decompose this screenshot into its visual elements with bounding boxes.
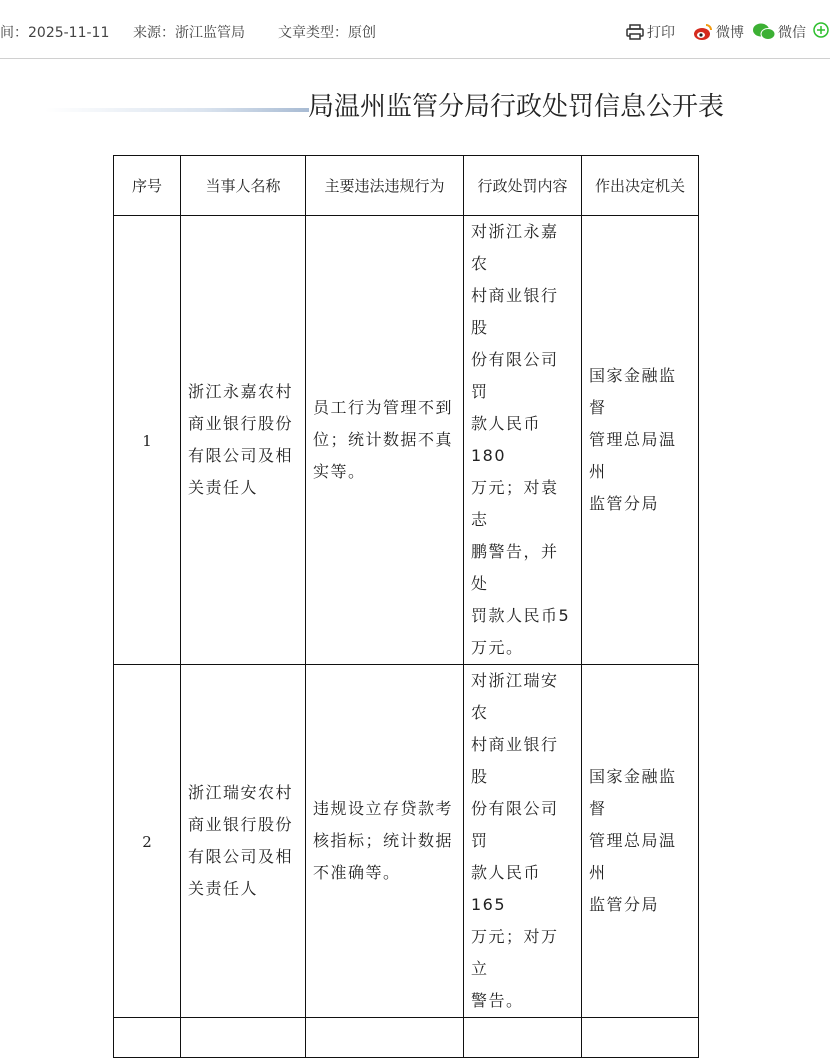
party-name-line: 有限公司及相 [188,847,294,866]
wechat-icon [753,23,775,41]
source: 来源：浙江监管局 [133,25,245,41]
penalty-content-line: 万元；对万立 [471,927,559,978]
violation-line: 违规设立存贷款考 [313,799,454,818]
plus-circle-icon [813,22,829,38]
header-no: 序号 [114,156,181,216]
party-name-cell [181,376,305,504]
penalty-content-line: 份有限公司罚 [471,350,559,401]
header-authority: 作出决定机关 [582,156,699,216]
more-share-button[interactable] [813,22,829,38]
print-label: 打印 [647,25,675,41]
table-row [114,216,699,665]
authority-cell [582,761,698,921]
weibo-icon [693,23,713,41]
article-meta-bar [0,0,830,59]
penalty-content-line: 罚款人民币5 [471,606,571,625]
authority-line: 国家金融监督 [589,366,677,417]
violation-line: 实等。 [313,462,366,481]
penalty-content-line: 份有限公司罚 [471,799,559,850]
penalty-content-cell [464,216,581,664]
party-name-cell [181,777,305,905]
authority-line: 管理总局温州 [589,430,677,481]
header-party: 当事人名称 [181,156,306,216]
header-penalty: 行政处罚内容 [464,156,582,216]
weibo-share-button[interactable] [693,22,744,42]
violation-line: 员工行为管理不到 [313,398,454,417]
penalty-table [113,155,699,1058]
party-name-line: 关责任人 [188,478,259,497]
print-button[interactable] [626,22,675,42]
violation-line: 不准确等。 [313,863,401,882]
page-title: 局温州监管分局行政处罚信息公开表 [308,92,725,122]
penalty-content-line: 款人民币180 [471,414,542,465]
violation-line: 核指标；统计数据 [313,831,454,850]
penalty-content-line: 万元；对袁志 [471,478,559,529]
penalty-content-line: 对浙江瑞安农 [471,671,559,722]
wechat-label: 微信 [778,25,806,41]
article-type: 文章类型：原创 [278,25,376,41]
table-header-row [114,156,699,216]
authority-cell [582,360,698,520]
violation-cell [306,793,463,889]
row-number: 2 [142,832,152,851]
penalty-content-line: 村商业银行股 [471,735,559,786]
penalty-content-line: 对浙江永嘉农 [471,222,559,273]
title-decoration-line [45,108,309,112]
weibo-label: 微博 [716,25,744,41]
row-number: 1 [142,431,152,450]
party-name-line: 商业银行股份 [188,414,294,433]
party-name-line: 商业银行股份 [188,815,294,834]
penalty-content-cell [464,665,581,1017]
authority-line: 监管分局 [589,494,660,513]
wechat-share-button[interactable] [753,22,806,42]
authority-line: 监管分局 [589,895,660,914]
penalty-content-line: 款人民币165 [471,863,542,914]
printer-icon [626,24,644,40]
party-name-line: 浙江瑞安农村 [188,783,294,802]
party-name-line: 有限公司及相 [188,446,294,465]
party-name-line: 浙江永嘉农村 [188,382,294,401]
violation-line: 位；统计数据不真 [313,430,454,449]
header-violation: 主要违法违规行为 [306,156,464,216]
table-row [114,665,699,1018]
penalty-content-line: 万元。 [471,638,524,657]
authority-line: 管理总局温州 [589,831,677,882]
authority-line: 国家金融监督 [589,767,677,818]
violation-cell [306,392,463,488]
party-name-line: 关责任人 [188,879,259,898]
penalty-content-line: 警告。 [471,991,524,1010]
penalty-content-line: 村商业银行股 [471,286,559,337]
publish-date: 间：2025-11-11 [0,25,110,41]
penalty-content-line: 鹏警告，并处 [471,542,559,593]
table-row-partial [114,1018,699,1058]
